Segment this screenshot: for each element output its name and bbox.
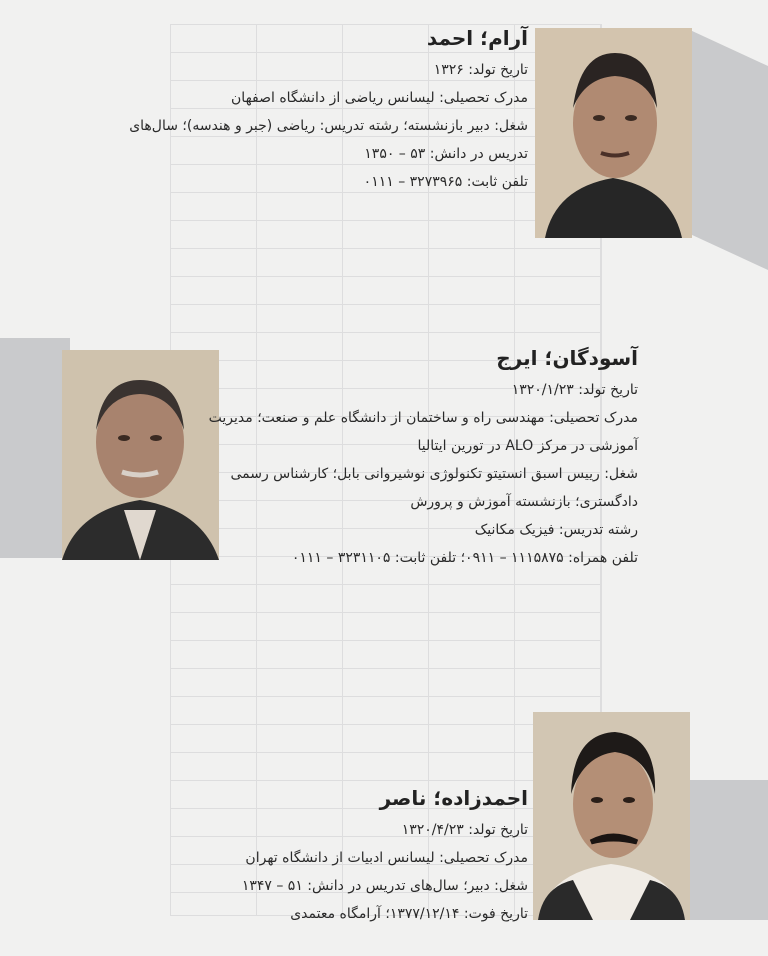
entry-2-line-3: آموزشی در مرکز ALO در تورین ایتالیا bbox=[417, 438, 638, 454]
entry-2-line-4: شغل: رییس اسبق انستیتو تکنولوژی نوشیروانی بابل؛ کارشناس رسمی bbox=[230, 466, 638, 482]
portrait-photo-1 bbox=[535, 28, 692, 238]
entry-3-line-1: تاریخ تولد: ۱۳۲۰/۴/۲۳ bbox=[401, 822, 528, 838]
band-top-right bbox=[690, 30, 768, 270]
entry-1-line-3: شغل: دبیر بازنشسته؛ رشته تدریس: ریاضی (جبر و هندسه)؛ سال‌های bbox=[129, 118, 528, 134]
entry-2-line-2: مدرک تحصیلی: مهندسی راه و ساختمان از دانشگاه علم و صنعت؛ مدیریت bbox=[208, 410, 638, 426]
entry-3-line-2: مدرک تحصیلی: لیسانس ادبیات از دانشگاه تهران bbox=[245, 850, 528, 866]
person-name-1: آرام؛ احمد bbox=[426, 26, 528, 50]
entry-2-line-6: رشته تدریس: فیزیک مکانیک bbox=[474, 522, 638, 538]
person-name-3: احمدزاده؛ ناصر bbox=[379, 786, 528, 810]
person-entry-1 bbox=[129, 26, 528, 196]
entry-2-line-5: دادگستری؛ بازنشسته آموزش و پرورش bbox=[410, 494, 638, 510]
entry-1-line-4: تدریس در دانش: ۵۳ – ۱۳۵۰ bbox=[364, 146, 528, 162]
entry-2-line-7: تلفن همراه: ۱۱۱۵۸۷۵ – ۰۹۱۱؛ تلفن ثابت: ۳۲۳۱۱۰۵ – ۰۱۱۱ bbox=[291, 550, 638, 566]
band-bottom-right bbox=[688, 780, 768, 920]
portrait-photo-2 bbox=[62, 350, 219, 560]
portrait-3-illustration bbox=[533, 712, 690, 920]
entry-3-line-4: تاریخ فوت: ۱۳۷۷/۱۲/۱۴؛ آرامگاه معتمدی bbox=[290, 906, 528, 922]
portrait-2-illustration bbox=[62, 350, 219, 560]
entry-3-line-3: شغل: دبیر؛ سال‌های تدریس در دانش: ۵۱ – ۱۳۴۷ bbox=[241, 878, 528, 894]
person-entry-3 bbox=[242, 786, 528, 928]
portrait-1-illustration bbox=[535, 28, 692, 238]
entry-2-line-1: تاریخ تولد: ۱۳۲۰/۱/۲۳ bbox=[511, 382, 638, 398]
entry-1-line-2: مدرک تحصیلی: لیسانس ریاضی از دانشگاه اصفهان bbox=[231, 90, 528, 106]
band-mid-left bbox=[0, 338, 70, 558]
entry-1-line-1: تاریخ تولد: ۱۳۲۶ bbox=[433, 62, 528, 78]
person-name-2: آسودگان؛ ایرج bbox=[496, 346, 638, 370]
entry-1-line-5: تلفن ثابت: ۳۲۷۳۹۶۵ – ۰۱۱۱ bbox=[363, 174, 528, 190]
person-entry-2 bbox=[209, 346, 638, 572]
portrait-photo-3 bbox=[533, 712, 690, 920]
